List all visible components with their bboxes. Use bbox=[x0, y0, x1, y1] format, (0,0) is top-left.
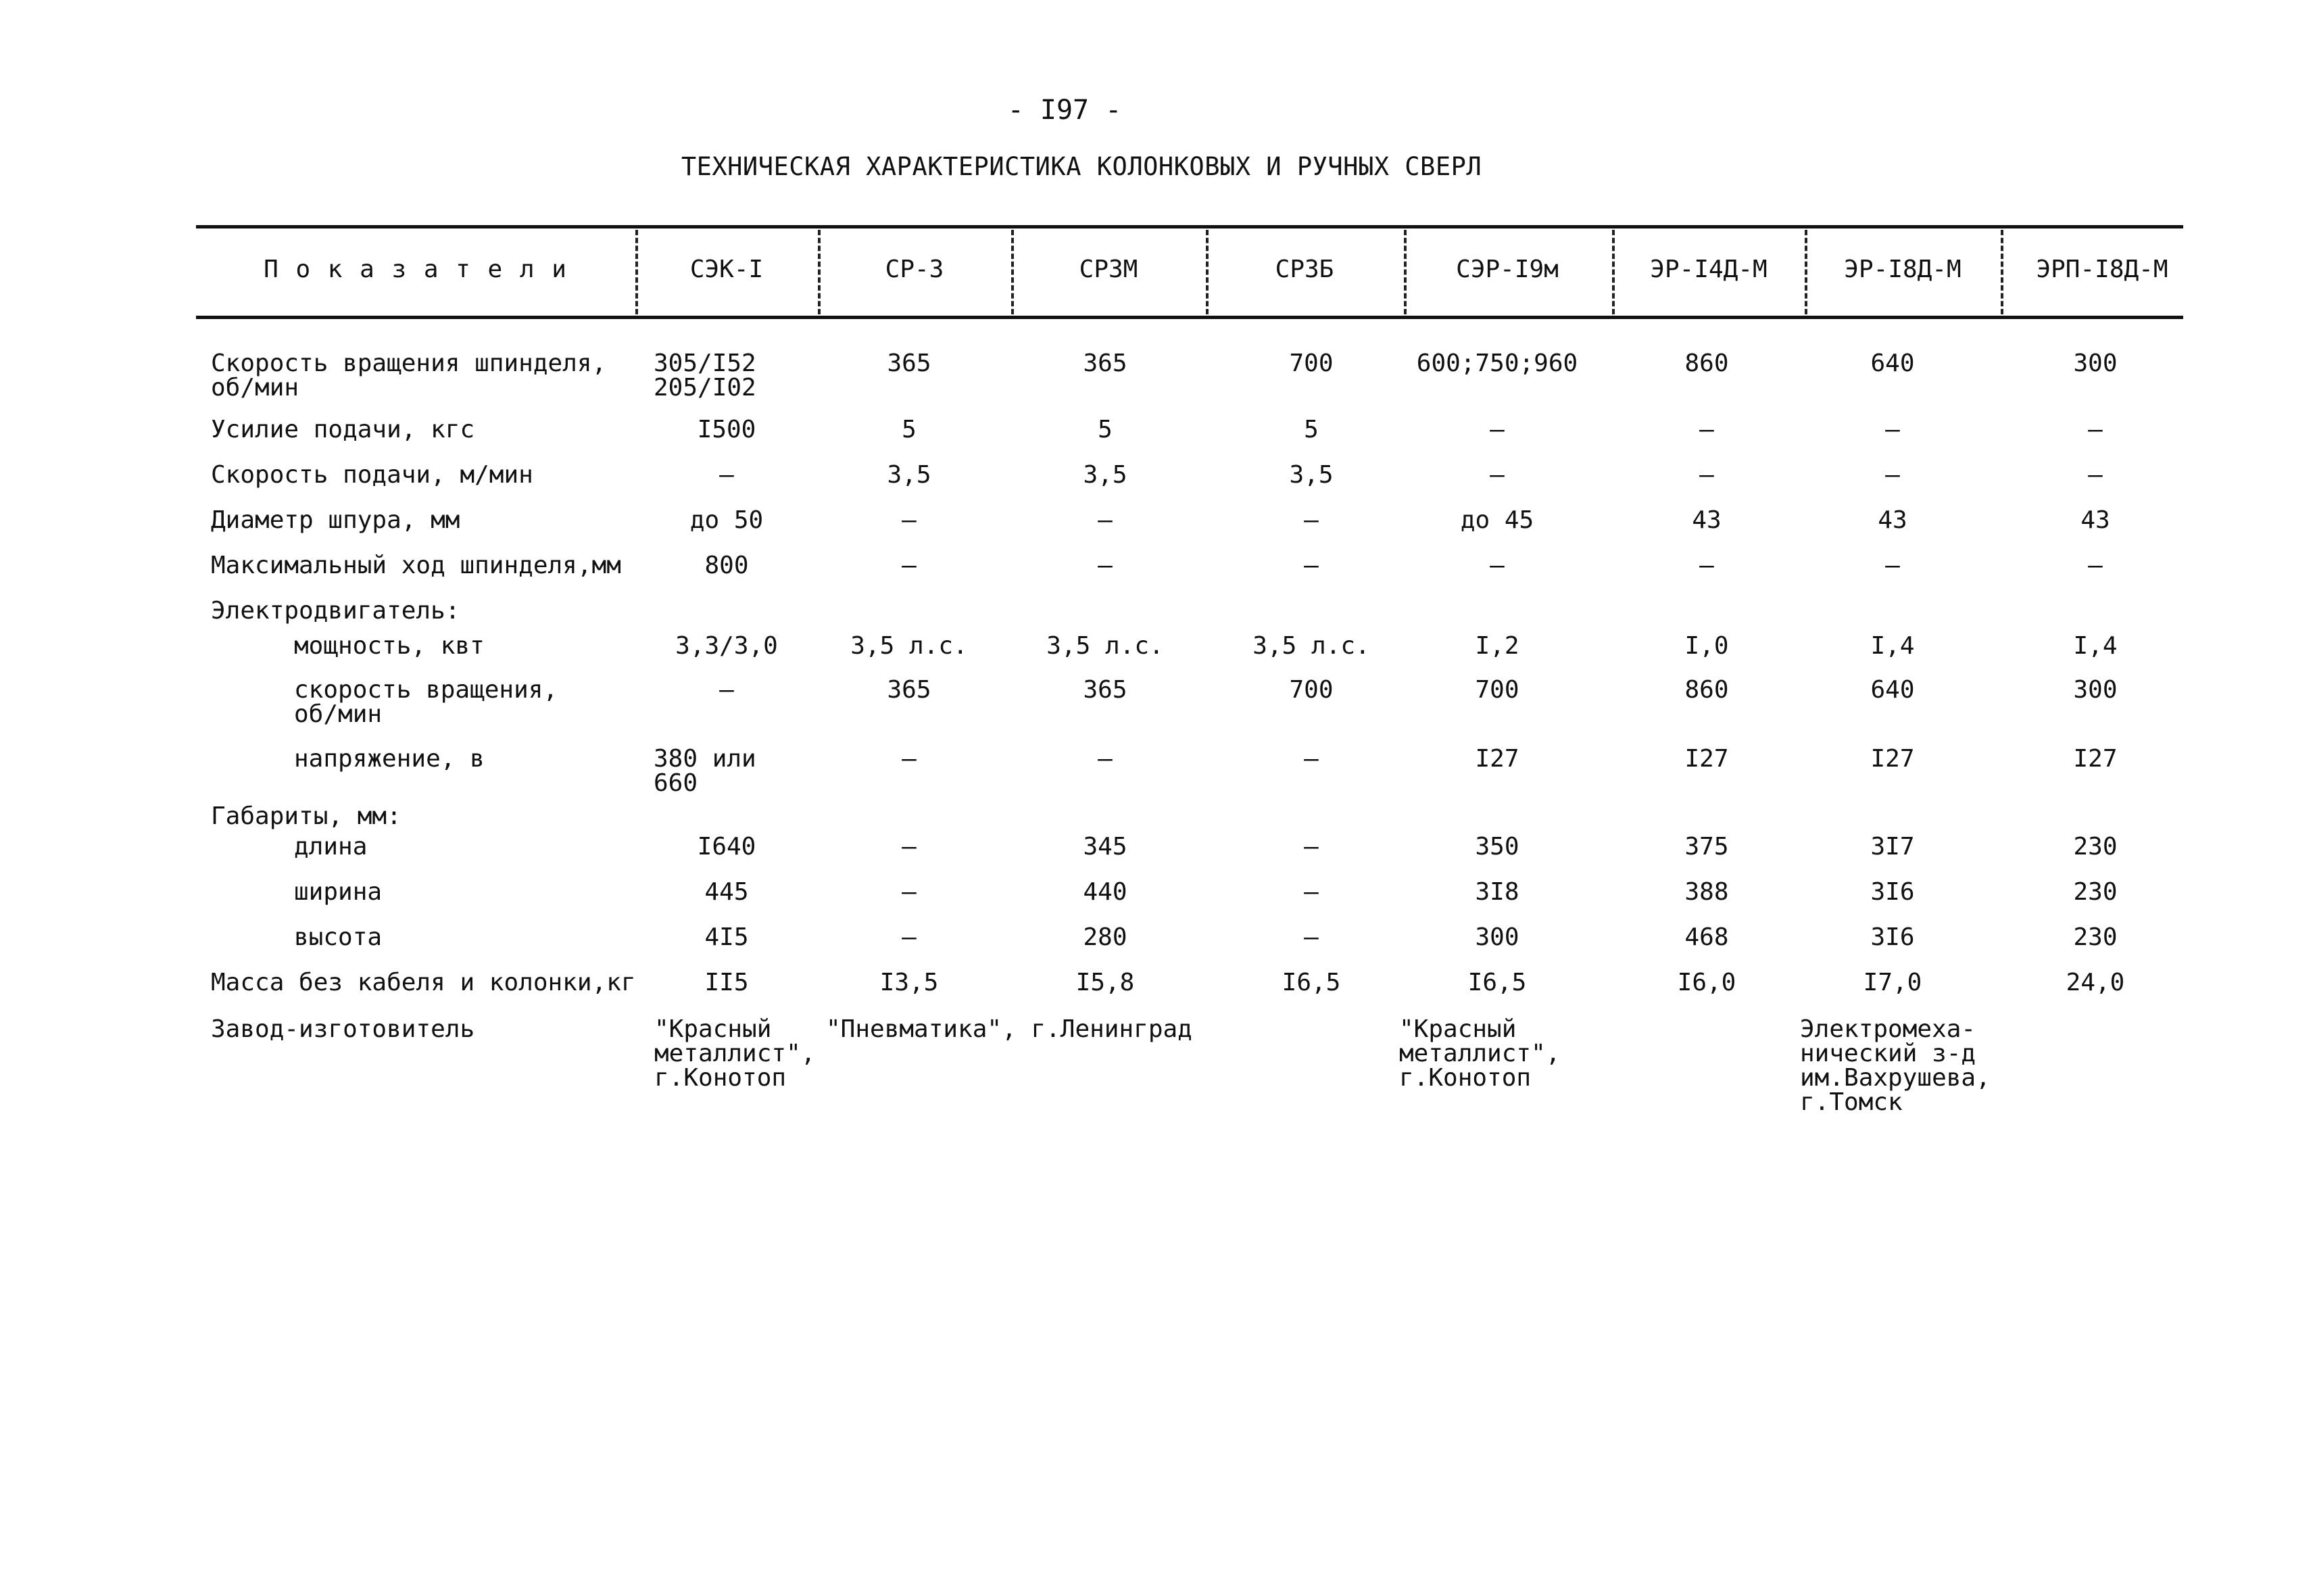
table-cell: – bbox=[1304, 833, 1319, 861]
table-cell: I,4 bbox=[1870, 632, 1915, 660]
table-cell: 305/I52 205/I02 bbox=[654, 349, 756, 402]
table-cell: 43 bbox=[1878, 506, 1907, 534]
row-label: Скорость подачи, м/мин bbox=[211, 461, 533, 489]
table-cell: 350 bbox=[1475, 833, 1519, 861]
table-cell: 365 bbox=[887, 349, 931, 377]
row-label: ширина bbox=[294, 878, 383, 906]
table-cell: – bbox=[1699, 461, 1714, 489]
table-cell: – bbox=[1304, 506, 1319, 534]
table-cell: 43 bbox=[2080, 506, 2110, 534]
row-label: скорость вращения, об/мин bbox=[294, 676, 558, 728]
table-cell: 860 bbox=[1684, 676, 1729, 704]
table-cell: – bbox=[902, 552, 917, 579]
table-cell: 24,0 bbox=[2066, 969, 2125, 996]
table-cell: I,4 bbox=[2073, 632, 2118, 660]
table-cell: – bbox=[1699, 552, 1714, 579]
table-cell: II5 bbox=[704, 969, 749, 996]
table-cell: – bbox=[1885, 461, 1900, 489]
table-cell: – bbox=[902, 878, 917, 906]
table-cell: – bbox=[1490, 552, 1505, 579]
table-cell: I27 bbox=[1684, 745, 1729, 773]
table-cell: I7,0 bbox=[1863, 969, 1922, 996]
table-cell: 640 bbox=[1870, 676, 1915, 704]
table-cell: 388 bbox=[1684, 878, 1729, 906]
table-cell: 3I6 bbox=[1870, 923, 1915, 951]
table-cell: 230 bbox=[2073, 833, 2118, 861]
column-header: СР3М bbox=[1079, 256, 1138, 283]
column-separator bbox=[1206, 230, 1209, 314]
table-cell: 300 bbox=[2073, 676, 2118, 704]
table-cell: – bbox=[902, 923, 917, 951]
manufacturer-cell: "Красный металлист", г.Конотоп bbox=[1399, 1015, 1561, 1092]
table-cell: 365 bbox=[887, 676, 931, 704]
table-cell: 860 bbox=[1684, 349, 1729, 377]
row-label: Усилие подачи, кгс bbox=[211, 416, 475, 443]
table-cell: 5 bbox=[1304, 416, 1319, 443]
row-label: Завод-изготовитель bbox=[211, 1015, 475, 1043]
table-cell: I27 bbox=[1870, 745, 1915, 773]
table-cell: 700 bbox=[1289, 349, 1334, 377]
column-header: ЭР-I4Д-М bbox=[1650, 256, 1768, 283]
manufacturer-cell: "Пневматика", г.Ленинград bbox=[826, 1015, 1192, 1043]
table-cell: до 45 bbox=[1460, 506, 1534, 534]
table-cell: 5 bbox=[1098, 416, 1113, 443]
manufacturer-cell: Электромеха- нический з-д им.Вахрушева, г.Томск bbox=[1800, 1015, 1991, 1116]
table-cell: 300 bbox=[1475, 923, 1519, 951]
table-cell: – bbox=[2088, 461, 2103, 489]
table-cell: 3I8 bbox=[1475, 878, 1519, 906]
table-top-rule bbox=[196, 225, 2183, 228]
table-cell: 280 bbox=[1083, 923, 1127, 951]
table-cell: I6,5 bbox=[1282, 969, 1341, 996]
row-label: Масса без кабеля и колонки,кг bbox=[211, 969, 636, 996]
row-label: Максимальный ход шпинделя,мм bbox=[211, 552, 621, 579]
row-label: Скорость вращения шпинделя, об/мин bbox=[211, 349, 607, 402]
table-cell: I3,5 bbox=[879, 969, 939, 996]
table-cell: 3,5 л.с. bbox=[850, 632, 968, 660]
table-cell: 3,3/3,0 bbox=[675, 632, 778, 660]
table-cell: I,2 bbox=[1475, 632, 1519, 660]
row-label: Габариты, мм: bbox=[211, 802, 401, 830]
table-cell: – bbox=[1098, 552, 1113, 579]
column-header: СР3Б bbox=[1275, 256, 1334, 283]
page-title: ТЕХНИЧЕСКАЯ ХАРАКТЕРИСТИКА КОЛОНКОВЫХ И РУЧНЫХ СВЕРЛ bbox=[681, 152, 1482, 181]
table-cell: – bbox=[1304, 923, 1319, 951]
table-cell: – bbox=[902, 833, 917, 861]
table-cell: – bbox=[2088, 416, 2103, 443]
table-cell: I6,0 bbox=[1677, 969, 1736, 996]
column-separator bbox=[2001, 230, 2003, 314]
table-cell: 365 bbox=[1083, 349, 1127, 377]
column-separator bbox=[818, 230, 821, 314]
table-cell: I,0 bbox=[1684, 632, 1729, 660]
column-header: СЭК-I bbox=[689, 256, 764, 283]
table-cell: 3I6 bbox=[1870, 878, 1915, 906]
table-cell: 230 bbox=[2073, 878, 2118, 906]
table-cell: 380 или 660 bbox=[654, 745, 756, 797]
column-separator bbox=[1011, 230, 1014, 314]
table-cell: – bbox=[902, 506, 917, 534]
table-cell: – bbox=[1490, 461, 1505, 489]
table-cell: – bbox=[1098, 506, 1113, 534]
table-cell: 365 bbox=[1083, 676, 1127, 704]
table-cell: – bbox=[1304, 878, 1319, 906]
table-cell: – bbox=[2088, 552, 2103, 579]
table-cell: до 50 bbox=[689, 506, 764, 534]
table-cell: 3,5 л.с. bbox=[1046, 632, 1164, 660]
table-cell: – bbox=[1304, 552, 1319, 579]
manufacturer-cell: "Красный металлист", г.Конотоп bbox=[654, 1015, 816, 1092]
table-cell: 3,5 bbox=[1083, 461, 1127, 489]
table-cell: 300 bbox=[2073, 349, 2118, 377]
table-cell: I6,5 bbox=[1467, 969, 1527, 996]
table-cell: – bbox=[1098, 745, 1113, 773]
table-cell: 375 bbox=[1684, 833, 1729, 861]
table-cell: 345 bbox=[1083, 833, 1127, 861]
table-cell: 3,5 bbox=[887, 461, 931, 489]
column-header: ЭР-I8Д-М bbox=[1844, 256, 1961, 283]
row-label: Диаметр шпура, мм bbox=[211, 506, 460, 534]
table-cell: I500 bbox=[697, 416, 756, 443]
table-cell: 5 bbox=[902, 416, 917, 443]
table-cell: I640 bbox=[697, 833, 756, 861]
column-separator bbox=[635, 230, 638, 314]
table-cell: – bbox=[1885, 552, 1900, 579]
row-label: Электродвигатель: bbox=[211, 597, 460, 625]
table-cell: 800 bbox=[704, 552, 749, 579]
table-cell: 3I7 bbox=[1870, 833, 1915, 861]
table-cell: 3,5 bbox=[1289, 461, 1334, 489]
table-cell: – bbox=[902, 745, 917, 773]
table-cell: – bbox=[1304, 745, 1319, 773]
column-header: ЭРП-I8Д-М bbox=[2036, 256, 2168, 283]
table-cell: – bbox=[719, 461, 734, 489]
table-cell: 3,5 л.с. bbox=[1252, 632, 1370, 660]
table-cell: – bbox=[1699, 416, 1714, 443]
table-cell: 700 bbox=[1475, 676, 1519, 704]
row-label: мощность, квт bbox=[294, 632, 485, 660]
table-cell: 640 bbox=[1870, 349, 1915, 377]
column-separator bbox=[1805, 230, 1807, 314]
header-indicators: П о к а з а т е л и bbox=[264, 256, 568, 283]
table-cell: I27 bbox=[2073, 745, 2118, 773]
page-number: - I97 - bbox=[1007, 95, 1122, 126]
column-header: СР-3 bbox=[885, 256, 944, 283]
table-cell: I27 bbox=[1475, 745, 1519, 773]
table-cell: – bbox=[1490, 416, 1505, 443]
row-label: напряжение, в bbox=[294, 745, 485, 773]
table-cell: 700 bbox=[1289, 676, 1334, 704]
table-cell: 4I5 bbox=[704, 923, 749, 951]
table-cell: 468 bbox=[1684, 923, 1729, 951]
table-cell: 600;750;960 bbox=[1416, 349, 1578, 377]
table-cell: I5,8 bbox=[1075, 969, 1135, 996]
table-cell: 445 bbox=[704, 878, 749, 906]
table-cell: 440 bbox=[1083, 878, 1127, 906]
table-cell: 43 bbox=[1692, 506, 1722, 534]
table-cell: 230 bbox=[2073, 923, 2118, 951]
table-cell: – bbox=[1885, 416, 1900, 443]
row-label: длина bbox=[294, 833, 368, 861]
column-header: СЭР-I9м bbox=[1456, 256, 1559, 283]
column-separator bbox=[1404, 230, 1407, 314]
table-cell: – bbox=[719, 676, 734, 704]
row-label: высота bbox=[294, 923, 383, 951]
table-header-bottom-rule bbox=[196, 316, 2183, 319]
